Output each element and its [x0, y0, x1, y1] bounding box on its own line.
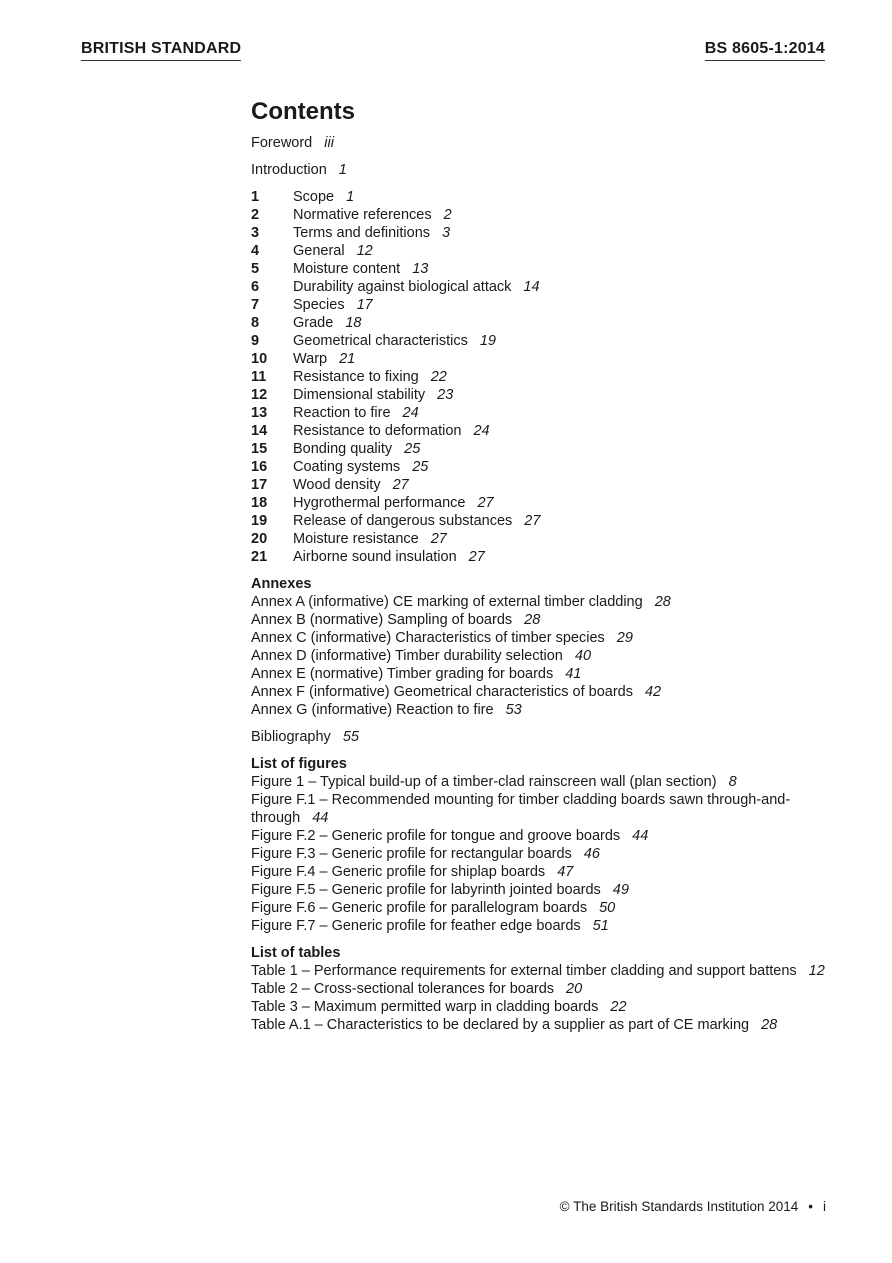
toc-annex-entry[interactable]	[251, 647, 831, 665]
clause-number: 17	[251, 477, 268, 493]
toc-clause-entry[interactable]	[251, 476, 831, 494]
toc-entry-text: Scope	[293, 189, 335, 205]
toc-page-number: 49	[612, 882, 629, 898]
toc-entry-text: Annex G (informative) Reaction to fire	[251, 702, 494, 718]
clause-number: 15	[251, 441, 268, 457]
toc-figure-entry[interactable]	[251, 791, 831, 827]
toc-page-number: 28	[761, 1017, 778, 1033]
toc-clause-entry[interactable]	[251, 548, 831, 566]
toc-page-number: 2	[443, 207, 452, 223]
toc-entry-bibliography[interactable]	[251, 728, 831, 746]
toc-annex-entry[interactable]	[251, 701, 831, 719]
toc-entry-text: Bibliography	[251, 729, 331, 745]
toc-entry-text: Foreword	[251, 135, 313, 151]
toc-clause-entry[interactable]	[251, 242, 831, 260]
clause-number: 12	[251, 387, 268, 403]
contents-page	[251, 97, 831, 1043]
toc-clause-entry[interactable]	[251, 332, 831, 350]
toc-entry-text: Annex B (normative) Sampling of boards	[251, 612, 513, 628]
toc-entry-text: Reaction to fire	[293, 405, 391, 421]
toc-entry-text: Geometrical characteristics	[293, 333, 468, 349]
clause-number: 4	[251, 243, 260, 259]
toc-page-number: 40	[574, 648, 592, 664]
toc-entry-text: Table 1 – Performance requirements for external timber cladding and support battens	[251, 963, 797, 979]
toc-figure-entry[interactable]	[251, 917, 831, 935]
toc-clause-entry[interactable]	[251, 386, 831, 404]
toc-entry-text: Moisture content	[293, 261, 401, 277]
toc-page-number: 20	[566, 981, 583, 997]
clause-number: 3	[251, 225, 260, 241]
toc-entry-text: Figure 1 – Typical build-up of a timber-clad rainscreen wall (plan section)	[251, 774, 717, 790]
clause-number: 2	[251, 207, 260, 223]
clause-number: 11	[251, 369, 267, 385]
clause-number: 18	[251, 495, 268, 511]
toc-figure-entry[interactable]	[251, 863, 831, 881]
header-left-label: BRITISH STANDARD	[81, 40, 241, 61]
toc-page-number: 3	[442, 225, 451, 241]
toc-clause-entry[interactable]	[251, 260, 831, 278]
toc-page-number: 27	[392, 477, 409, 493]
page-footer	[560, 1199, 826, 1214]
toc-entry-text: Warp	[293, 351, 328, 367]
toc-entry-text: Resistance to deformation	[293, 423, 462, 439]
toc-page-number: 1	[346, 189, 355, 205]
toc-page-number: 25	[412, 459, 429, 475]
tables-heading: List of tables	[251, 945, 341, 961]
toc-clause-entry[interactable]	[251, 188, 831, 206]
toc-entry-text: Figure F.4 – Generic profile for shiplap boards	[251, 864, 546, 880]
toc-entry-text: Normative references	[293, 207, 432, 223]
toc-entry-text: Annex C (informative) Characteristics of timber species	[251, 630, 605, 646]
toc-clause-entry[interactable]	[251, 512, 831, 530]
clause-number: 16	[251, 459, 268, 475]
toc-clause-entry[interactable]	[251, 368, 831, 386]
toc-entry-text: Coating systems	[293, 459, 401, 475]
toc-page-number: 23	[437, 387, 454, 403]
toc-page-number: 1	[338, 162, 347, 178]
tables-section	[251, 944, 831, 1034]
toc-entry-text: Bonding quality	[293, 441, 393, 457]
toc-table-entry[interactable]	[251, 1016, 831, 1034]
clause-list	[251, 188, 831, 566]
bullet-separator: •	[808, 1199, 813, 1214]
toc-entry-text: Figure F.3 – Generic profile for rectangular boards	[251, 846, 572, 862]
toc-entry-text: Wood density	[293, 477, 381, 493]
toc-figure-entry[interactable]	[251, 899, 831, 917]
toc-entry-text: Dimensional stability	[293, 387, 426, 403]
clause-number: 6	[251, 279, 260, 295]
toc-page-number: 24	[473, 423, 490, 439]
toc-page-number: 44	[632, 828, 649, 844]
toc-annex-entry[interactable]	[251, 665, 831, 683]
toc-page-number: 12	[356, 243, 373, 259]
toc-annex-entry[interactable]	[251, 629, 831, 647]
figures-section	[251, 755, 831, 935]
toc-entry-text: Figure F.2 – Generic profile for tongue and groove boards	[251, 828, 621, 844]
toc-page-number: 24	[402, 405, 419, 421]
clause-number: 8	[251, 315, 260, 331]
toc-page-number: 46	[583, 846, 600, 862]
toc-page-number: 25	[404, 441, 421, 457]
toc-entry-text: Species	[293, 297, 345, 313]
clause-number: 19	[251, 513, 268, 529]
toc-entry-text: Durability against biological attack	[293, 279, 512, 295]
toc-page-number: 18	[345, 315, 362, 331]
clause-number: 5	[251, 261, 260, 277]
toc-page-number: 41	[565, 666, 582, 682]
toc-page-number: 42	[644, 684, 662, 700]
toc-page-number: 22	[610, 999, 627, 1015]
toc-entry-text: Table 2 – Cross-sectional tolerances for boards	[251, 981, 555, 997]
toc-page-number: 27	[430, 531, 447, 547]
toc-page-number: 50	[599, 900, 616, 916]
annexes-heading: Annexes	[251, 576, 312, 592]
toc-entry-text: Annex D (informative) Timber durability selection	[251, 648, 563, 664]
toc-figure-entry[interactable]	[251, 845, 831, 863]
toc-entry-text: Annex E (normative) Timber grading for boards	[251, 666, 554, 682]
toc-page-number: 13	[412, 261, 429, 277]
toc-entry-text: Table 3 – Maximum permitted warp in cladding boards	[251, 999, 599, 1015]
toc-page-number: 29	[616, 630, 633, 646]
toc-page-number: iii	[324, 135, 334, 151]
clause-number: 7	[251, 297, 260, 313]
clause-number: 10	[251, 351, 268, 367]
toc-page-number: 27	[524, 513, 541, 529]
toc-table-entry[interactable]	[251, 962, 831, 980]
toc-entry-text: Release of dangerous substances	[293, 513, 513, 529]
toc-clause-entry[interactable]	[251, 494, 831, 512]
toc-entry-text: Figure F.7 – Generic profile for feather edge boards	[251, 918, 581, 934]
toc-figure-entry[interactable]	[251, 773, 831, 791]
toc-page-number: 21	[339, 351, 356, 367]
toc-page-number: 27	[468, 549, 485, 565]
toc-page-number: 28	[654, 594, 671, 610]
toc-page-number: 44	[312, 810, 329, 826]
page-number: i	[823, 1199, 826, 1214]
toc-annex-entry[interactable]	[251, 611, 831, 629]
toc-page-number: 8	[728, 774, 737, 790]
toc-clause-entry[interactable]	[251, 224, 831, 242]
toc-entry-text: General	[293, 243, 345, 259]
toc-page-number: 27	[477, 495, 494, 511]
toc-clause-entry[interactable]	[251, 422, 831, 440]
toc-table-entry[interactable]	[251, 980, 831, 998]
toc-entry-text: Figure F.1 – Recommended mounting for timber cladding boards sawn through-and-through	[251, 792, 791, 826]
toc-entry-text: Figure F.5 – Generic profile for labyrinth jointed boards	[251, 882, 601, 898]
toc-page-number: 19	[479, 333, 496, 349]
toc-page-number: 14	[523, 279, 540, 295]
toc-clause-entry[interactable]	[251, 278, 831, 296]
toc-page-number: 51	[592, 918, 609, 934]
toc-entry-text: Airborne sound insulation	[293, 549, 457, 565]
toc-entry-text: Annex F (informative) Geometrical characteristics of boards	[251, 684, 633, 700]
page-title: Contents	[251, 98, 355, 125]
clause-number: 13	[251, 405, 268, 421]
toc-clause-entry[interactable]	[251, 206, 831, 224]
toc-figure-entry[interactable]	[251, 827, 831, 845]
toc-page-number: 55	[342, 729, 359, 745]
toc-entry-foreword[interactable]	[251, 134, 831, 152]
clause-number: 9	[251, 333, 260, 349]
clause-number: 1	[251, 189, 260, 205]
toc-page-number: 17	[356, 297, 373, 313]
toc-clause-entry[interactable]	[251, 314, 831, 332]
toc-entry-text: Figure F.6 – Generic profile for parallelogram boards	[251, 900, 588, 916]
toc-entry-text: Annex A (informative) CE marking of external timber cladding	[251, 594, 643, 610]
toc-page-number: 47	[557, 864, 574, 880]
toc-clause-entry[interactable]	[251, 530, 831, 548]
annexes-section	[251, 575, 831, 719]
toc-page-number: 53	[505, 702, 522, 718]
toc-page-number: 22	[430, 369, 447, 385]
toc-clause-entry[interactable]	[251, 440, 831, 458]
clause-number: 21	[251, 549, 268, 565]
figures-heading: List of figures	[251, 756, 347, 772]
copyright-notice: © The British Standards Institution 2014	[559, 1199, 799, 1214]
toc-entry-text: Introduction	[251, 162, 327, 178]
toc-entry-text: Terms and definitions	[293, 225, 431, 241]
clause-number: 14	[251, 423, 268, 439]
toc-entry-text: Moisture resistance	[293, 531, 419, 547]
toc-entry-text: Table A.1 – Characteristics to be declared by a supplier as part of CE marking	[251, 1017, 750, 1033]
toc-clause-entry[interactable]	[251, 296, 831, 314]
toc-page-number: 28	[524, 612, 541, 628]
header-standard-number: BS 8605-1:2014	[705, 40, 825, 61]
toc-annex-entry[interactable]	[251, 593, 831, 611]
toc-annex-entry[interactable]	[251, 683, 831, 701]
toc-entry-text: Grade	[293, 315, 334, 331]
toc-entry-text: Resistance to fixing	[293, 369, 419, 385]
toc-figure-entry[interactable]	[251, 881, 831, 899]
clause-number: 20	[251, 531, 268, 547]
toc-clause-entry[interactable]	[251, 404, 831, 422]
toc-clause-entry[interactable]	[251, 350, 831, 368]
toc-table-entry[interactable]	[251, 998, 831, 1016]
toc-entry-introduction[interactable]	[251, 161, 831, 179]
toc-clause-entry[interactable]	[251, 458, 831, 476]
toc-entry-text: Hygrothermal performance	[293, 495, 466, 511]
toc-page-number: 12	[808, 963, 825, 979]
